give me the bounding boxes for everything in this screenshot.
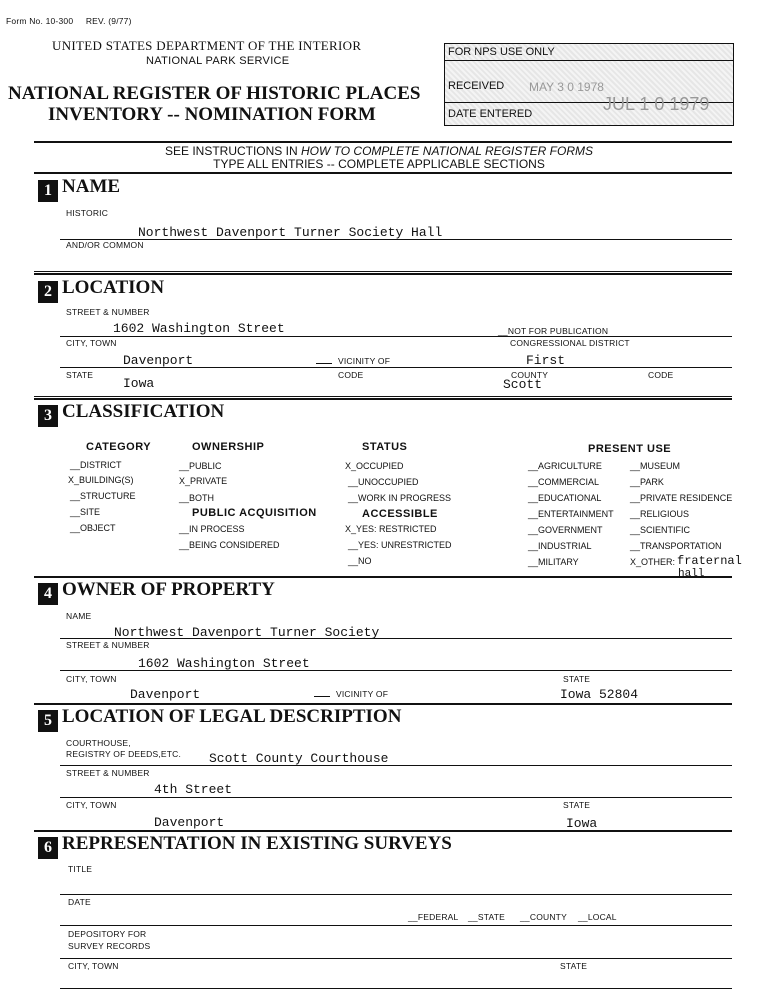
common-name-label: AND/OR COMMON <box>66 240 144 250</box>
historic-label: HISTORIC <box>66 208 109 218</box>
legal-street-label: STREET & NUMBER <box>66 768 150 778</box>
owner-state-value: Iowa 52804 <box>560 687 639 702</box>
use-other-value-1: fraternal <box>677 554 742 568</box>
use-other-value-2: hall <box>678 568 705 580</box>
legal-city-value: Davenport <box>154 815 225 830</box>
date-entered-stamp: JUL 1 0 1979 <box>603 94 710 114</box>
accessible-heading: ACCESSIBLE <box>362 508 438 520</box>
section-3-heading <box>38 401 224 427</box>
status-unoccupied: __UNOCCUPIED <box>348 477 419 487</box>
section-1-title: NAME <box>62 176 121 197</box>
use-commercial: __COMMERCIAL <box>528 477 600 487</box>
department-name: UNITED STATES DEPARTMENT OF THE INTERIOR <box>52 38 362 53</box>
use-museum: __MUSEUM <box>630 461 681 471</box>
section-1-heading <box>38 176 120 202</box>
use-other: X_OTHER: <box>630 557 676 567</box>
location-county-label: COUNTY <box>511 370 549 380</box>
use-private-residence: __PRIVATE RESIDENCE <box>630 493 733 503</box>
form-number-text: Form No. 10-300 <box>6 16 74 26</box>
section-3-number: 3 <box>38 405 58 427</box>
legal-city-label: CITY, TOWN <box>66 800 117 810</box>
courthouse-label-1: COURTHOUSE, <box>66 738 131 748</box>
congressional-district-value: First <box>526 353 566 368</box>
section-2-number: 2 <box>38 281 58 303</box>
use-scientific: __SCIENTIFIC <box>630 525 691 535</box>
use-park: __PARK <box>630 477 664 487</box>
legal-street-value: 4th Street <box>154 782 233 797</box>
location-state-label: STATE <box>66 370 94 380</box>
category-heading: CATEGORY <box>86 441 152 453</box>
location-vicinity <box>316 356 390 366</box>
section-4-title: OWNER OF PROPERTY <box>62 579 275 600</box>
survey-city-label: CITY, TOWN <box>68 961 119 971</box>
owner-name-label: NAME <box>66 611 92 621</box>
instructions-line2: TYPE ALL ENTRIES -- COMPLETE APPLICABLE SECTIONS <box>213 157 545 171</box>
location-county-value: Scott <box>503 377 543 392</box>
courthouse-value: Scott County Courthouse <box>209 751 389 766</box>
section-4-number: 4 <box>38 583 58 605</box>
section-5-number: 5 <box>38 710 58 732</box>
use-military: __MILITARY <box>528 557 579 567</box>
location-state-value: Iowa <box>123 376 155 391</box>
category-object: __OBJECT <box>70 523 116 533</box>
owner-street-label: STREET & NUMBER <box>66 640 150 650</box>
depository-label-1: DEPOSITORY FOR <box>68 929 147 939</box>
present-use-heading: PRESENT USE <box>588 443 672 455</box>
survey-date-label: DATE <box>68 897 91 907</box>
service-name: NATIONAL PARK SERVICE <box>146 55 290 67</box>
section-6-number: 6 <box>38 837 58 859</box>
form-number <box>6 16 132 26</box>
use-entertainment: __ENTERTAINMENT <box>528 509 614 519</box>
category-district: __DISTRICT <box>70 460 122 470</box>
location-code2-label: CODE <box>648 370 674 380</box>
section-1-number: 1 <box>38 180 58 202</box>
owner-state-label: STATE <box>563 674 591 684</box>
accessible-no: __NO <box>348 556 372 566</box>
section-4-heading <box>38 579 275 605</box>
use-religious: __RELIGIOUS <box>630 509 690 519</box>
category-structure: __STRUCTURE <box>70 491 136 501</box>
location-code-label: CODE <box>338 370 364 380</box>
use-government: __GOVERNMENT <box>528 525 603 535</box>
owner-city-label: CITY, TOWN <box>66 674 117 684</box>
location-city-label: CITY, TOWN <box>66 338 117 348</box>
section-2-heading <box>38 277 164 303</box>
ownership-private: X_PRIVATE <box>179 476 228 486</box>
nps-use-box <box>444 43 734 126</box>
public-acquisition-heading: PUBLIC ACQUISITION <box>192 507 317 519</box>
accessible-yes-restricted: X_YES: RESTRICTED <box>345 524 437 534</box>
ownership-public: __PUBLIC <box>179 461 222 471</box>
instructions-line1 <box>0 144 758 158</box>
ownership-heading: OWNERSHIP <box>192 441 265 453</box>
survey-level-local: __LOCAL <box>578 912 617 922</box>
congressional-district-label: CONGRESSIONAL DISTRICT <box>510 338 630 348</box>
courthouse-label-2: REGISTRY OF DEEDS,ETC. <box>66 749 182 759</box>
status-occupied: X_OCCUPIED <box>345 461 404 471</box>
survey-level-state: __STATE <box>468 912 505 922</box>
use-industrial: __INDUSTRIAL <box>528 541 592 551</box>
ownership-both: __BOTH <box>179 493 215 503</box>
owner-city-value: Davenport <box>130 687 201 702</box>
survey-title-label: TITLE <box>68 864 93 874</box>
depository-label-2: SURVEY RECORDS <box>68 941 151 951</box>
status-heading: STATUS <box>362 441 408 453</box>
form-title-line1: NATIONAL REGISTER OF HISTORIC PLACES <box>8 83 421 104</box>
survey-state-label: STATE <box>560 961 588 971</box>
date-entered-label: DATE ENTERED <box>448 108 533 120</box>
owner-name-value: Northwest Davenport Turner Society <box>114 625 380 640</box>
owner-vicinity-text: VICINITY OF <box>336 689 389 699</box>
section-6-title: REPRESENTATION IN EXISTING SURVEYS <box>62 833 452 854</box>
nps-box-title: FOR NPS USE ONLY <box>448 46 555 58</box>
status-work-in-progress: __WORK IN PROGRESS <box>348 493 452 503</box>
section-3-title: CLASSIFICATION <box>62 401 225 422</box>
form-title-line2: INVENTORY -- NOMINATION FORM <box>48 104 376 125</box>
category-site: __SITE <box>70 507 101 517</box>
owner-street-value: 1602 Washington Street <box>138 656 310 671</box>
section-2-title: LOCATION <box>62 277 165 298</box>
location-street-label: STREET & NUMBER <box>66 307 150 317</box>
section-5-heading <box>38 706 401 732</box>
legal-state-value: Iowa <box>566 816 598 831</box>
location-vicinity-text: VICINITY OF <box>338 356 391 366</box>
acquisition-in-process: __IN PROCESS <box>179 524 245 534</box>
instructions-prefix: SEE INSTRUCTIONS IN <box>164 144 301 158</box>
survey-level-federal: __FEDERAL <box>408 912 459 922</box>
accessible-yes-unrestricted: __YES: UNRESTRICTED <box>348 540 452 550</box>
received-stamp: MAY 3 0 1978 <box>529 80 604 94</box>
location-street-value: 1602 Washington Street <box>113 321 285 336</box>
instructions-italic: HOW TO COMPLETE NATIONAL REGISTER FORMS <box>300 144 594 158</box>
section-6-heading <box>38 833 452 859</box>
revision-text: REV. (9/77) <box>85 16 132 26</box>
survey-level-county: __COUNTY <box>520 912 567 922</box>
location-city-value: Davenport <box>123 353 194 368</box>
legal-state-label: STATE <box>563 800 591 810</box>
received-label: RECEIVED <box>448 80 505 92</box>
historic-name-value: Northwest Davenport Turner Society Hall <box>138 225 443 240</box>
owner-vicinity <box>314 689 388 699</box>
not-for-publication: __NOT FOR PUBLICATION <box>498 326 609 336</box>
acquisition-being-considered: __BEING CONSIDERED <box>179 540 280 550</box>
section-5-title: LOCATION OF LEGAL DESCRIPTION <box>62 706 402 727</box>
category-buildings: X_BUILDING(S) <box>68 475 134 485</box>
use-transportation: __TRANSPORTATION <box>630 541 722 551</box>
use-agriculture: __AGRICULTURE <box>528 461 602 471</box>
use-educational: __EDUCATIONAL <box>528 493 602 503</box>
